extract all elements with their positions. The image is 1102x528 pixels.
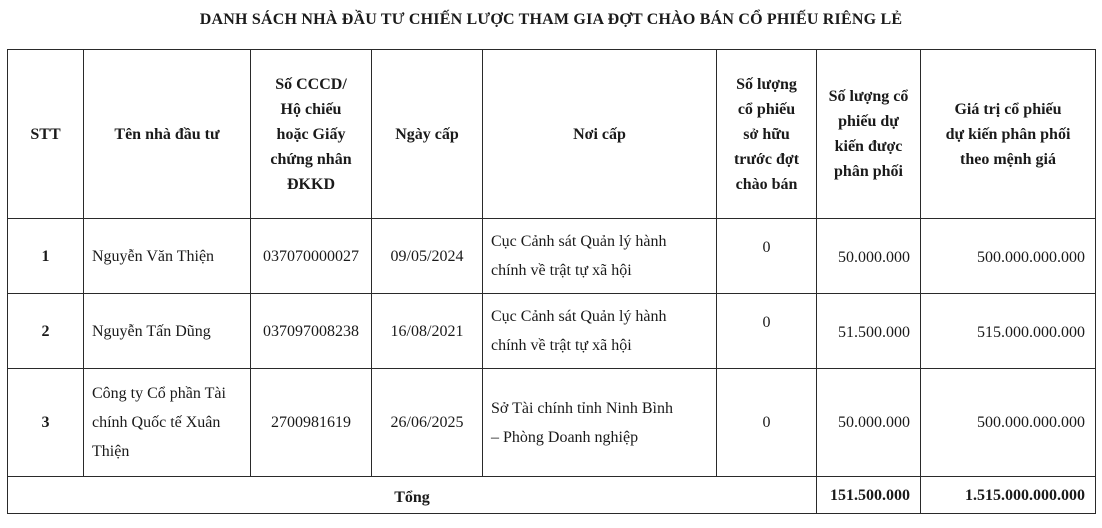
owned-shares: 0 [717, 294, 817, 369]
table-row [8, 219, 1096, 294]
row-stt: 2 [8, 294, 84, 369]
planned-shares: 51.500.000 [817, 294, 921, 369]
share-value: 500.000.000.000 [921, 219, 1096, 294]
header-owned-shares: Số lượng cổ phiếu sở hữu trước đợt chào bán [717, 50, 817, 219]
row-stt: 1 [8, 219, 84, 294]
total-share-value: 1.515.000.000.000 [921, 477, 1096, 514]
issue-place: Cục Cảnh sát Quản lý hành chính về trật tự xã hội [483, 219, 717, 294]
table-row [8, 294, 1096, 369]
total-planned-shares: 151.500.000 [817, 477, 921, 514]
share-value: 500.000.000.000 [921, 369, 1096, 477]
investor-name: Nguyễn Tấn Dũng [84, 294, 251, 369]
issue-date: 16/08/2021 [372, 294, 483, 369]
issue-place: Sở Tài chính tỉnh Ninh Bình – Phòng Doanh nghiệp [483, 369, 717, 477]
row-stt: 3 [8, 369, 84, 477]
id-number: 2700981619 [251, 369, 372, 477]
id-number: 037070000027 [251, 219, 372, 294]
document-title: DANH SÁCH NHÀ ĐẦU TƯ CHIẾN LƯỢC THAM GIA ĐỢT CHÀO BÁN CỔ PHIẾU RIÊNG LẺ [199, 11, 903, 28]
issue-date: 26/06/2025 [372, 369, 483, 477]
header-investor-name: Tên nhà đầu tư [84, 50, 251, 219]
header-id-number: Số CCCD/ Hộ chiếu hoặc Giấy chứng nhân ĐKKD [251, 50, 372, 219]
owned-shares: 0 [717, 219, 817, 294]
total-row [8, 477, 1096, 514]
total-label: Tổng [8, 477, 817, 514]
share-value: 515.000.000.000 [921, 294, 1096, 369]
header-issue-place: Nơi cấp [483, 50, 717, 219]
planned-shares: 50.000.000 [817, 219, 921, 294]
investor-name: Công ty Cổ phần Tài chính Quốc tế Xuân Thiện [84, 369, 251, 477]
header-issue-date: Ngày cấp [372, 50, 483, 219]
header-share-value: Giá trị cổ phiếu dự kiến phân phối theo mệnh giá [921, 50, 1096, 219]
issue-date: 09/05/2024 [372, 219, 483, 294]
issue-place: Cục Cảnh sát Quản lý hành chính về trật tự xã hội [483, 294, 717, 369]
header-stt: STT [8, 50, 84, 219]
owned-shares: 0 [717, 369, 817, 477]
table-row [8, 369, 1096, 477]
header-planned-shares: Số lượng cổ phiếu dự kiến được phân phối [817, 50, 921, 219]
investor-table [7, 49, 1096, 514]
id-number: 037097008238 [251, 294, 372, 369]
header-row [8, 50, 1096, 219]
planned-shares: 50.000.000 [817, 369, 921, 477]
investor-name: Nguyễn Văn Thiện [84, 219, 251, 294]
